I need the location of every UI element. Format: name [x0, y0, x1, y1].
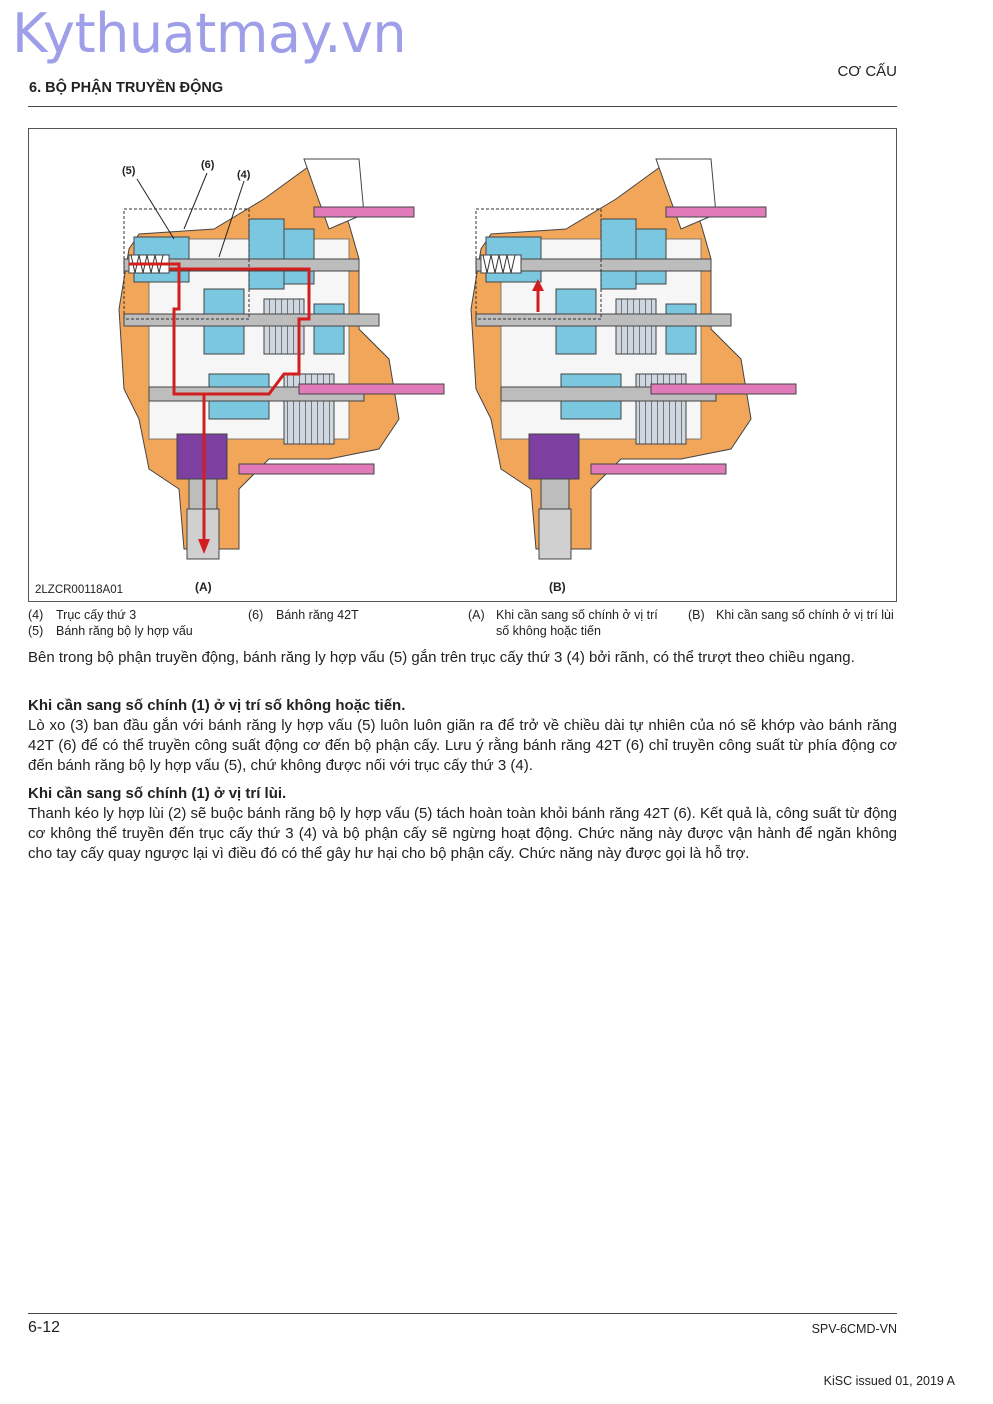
legend-item: [248, 607, 359, 623]
heading-reverse: Khi cần sang số chính (1) ở vị trí lùi.: [28, 785, 287, 802]
footer-divider: [28, 1313, 897, 1314]
legend-col-4: [688, 607, 897, 623]
paragraph-neutral-forward: Lò xo (3) ban đầu gắn với bánh răng ly hợp vấu (5) luôn luôn giãn ra để trở về chiều dài tự nhiên của nó sẽ khớp vào bánh răng 42T (6) để có thể truyền công suất động cơ đến bộ phận cấy. Lưu ý rằng bánh răng 42T (6) chỉ truyền công suất từ phía động cơ đến bánh răng bộ ly hợp vấu (5), chứ không được nối với trục cấy thứ 3 (4).: [28, 717, 897, 774]
header-divider: [28, 106, 897, 107]
heading-neutral-forward: Khi cần sang số chính (1) ở vị trí số không hoặc tiến.: [28, 697, 406, 714]
legend-item: [688, 607, 897, 623]
transmission-drawing: [29, 129, 897, 602]
legend-key: (4): [28, 608, 44, 622]
legend-key: (5): [28, 624, 44, 638]
section-name: CƠ CẤU: [837, 63, 897, 80]
transmission-diagram: [28, 128, 897, 602]
legend-item: [468, 607, 678, 639]
legend-text: Bánh răng 42T: [276, 608, 359, 622]
document-code: SPV-6CMD-VN: [811, 1322, 897, 1336]
legend-key: (B): [688, 608, 705, 622]
legend-key: (6): [248, 608, 264, 622]
callout-5: (5): [122, 165, 136, 177]
page-title: 6. BỘ PHẬN TRUYỀN ĐỘNG: [29, 80, 224, 96]
figure-code: 2LZCR00118A01: [35, 584, 124, 596]
paragraph-reverse: Thanh kéo ly hợp lùi (2) sẽ buộc bánh răng bộ ly hợp vấu (5) tách hoàn toàn khỏi bánh răng 42T (6). Kết quả là, công suất từ động cơ không thể truyền đến trục cấy thứ 3 (4) và bộ phận cấy sẽ ngừng hoạt động. Chức năng này được vận hành để ngăn không cho tay cấy quay ngược lại vì điều đó có thể gây hư hại cho bộ phận cấy. Chức năng này được gọi là hỗ trợ.: [28, 805, 897, 862]
watermark-logo: Kythuatmay.vn: [12, 2, 407, 65]
diagram-b: [471, 159, 796, 559]
intro-paragraph: Bên trong bộ phận truyền động, bánh răng ly hợp vấu (5) gắn trên trục cấy thứ 3 (4) bởi rãnh, có thể trượt theo chiều ngang.: [28, 649, 855, 666]
legend-text: Trục cấy thứ 3: [56, 608, 137, 622]
legend-col-3: [468, 607, 678, 639]
legend-col-1: [28, 607, 193, 639]
legend-text: Khi cần sang số chính ở vị trí số không hoặc tiến: [496, 608, 658, 638]
callout-6: (6): [201, 159, 215, 171]
legend-text: Bánh răng bộ ly hợp vấu: [56, 624, 193, 638]
legend-col-2: [248, 607, 359, 623]
figure-label-b: (B): [549, 580, 566, 594]
legend-item: [28, 607, 193, 623]
diagram-a: [119, 159, 444, 559]
callout-4: (4): [237, 169, 251, 181]
legend-text: Khi cần sang số chính ở vị trí lùi: [716, 608, 894, 622]
legend-key: (A): [468, 608, 485, 622]
page-number: 6-12: [28, 1319, 61, 1336]
legend-item: [28, 623, 193, 639]
issued-note: KiSC issued 01, 2019 A: [823, 1374, 955, 1388]
figure-label-a: (A): [195, 580, 212, 594]
